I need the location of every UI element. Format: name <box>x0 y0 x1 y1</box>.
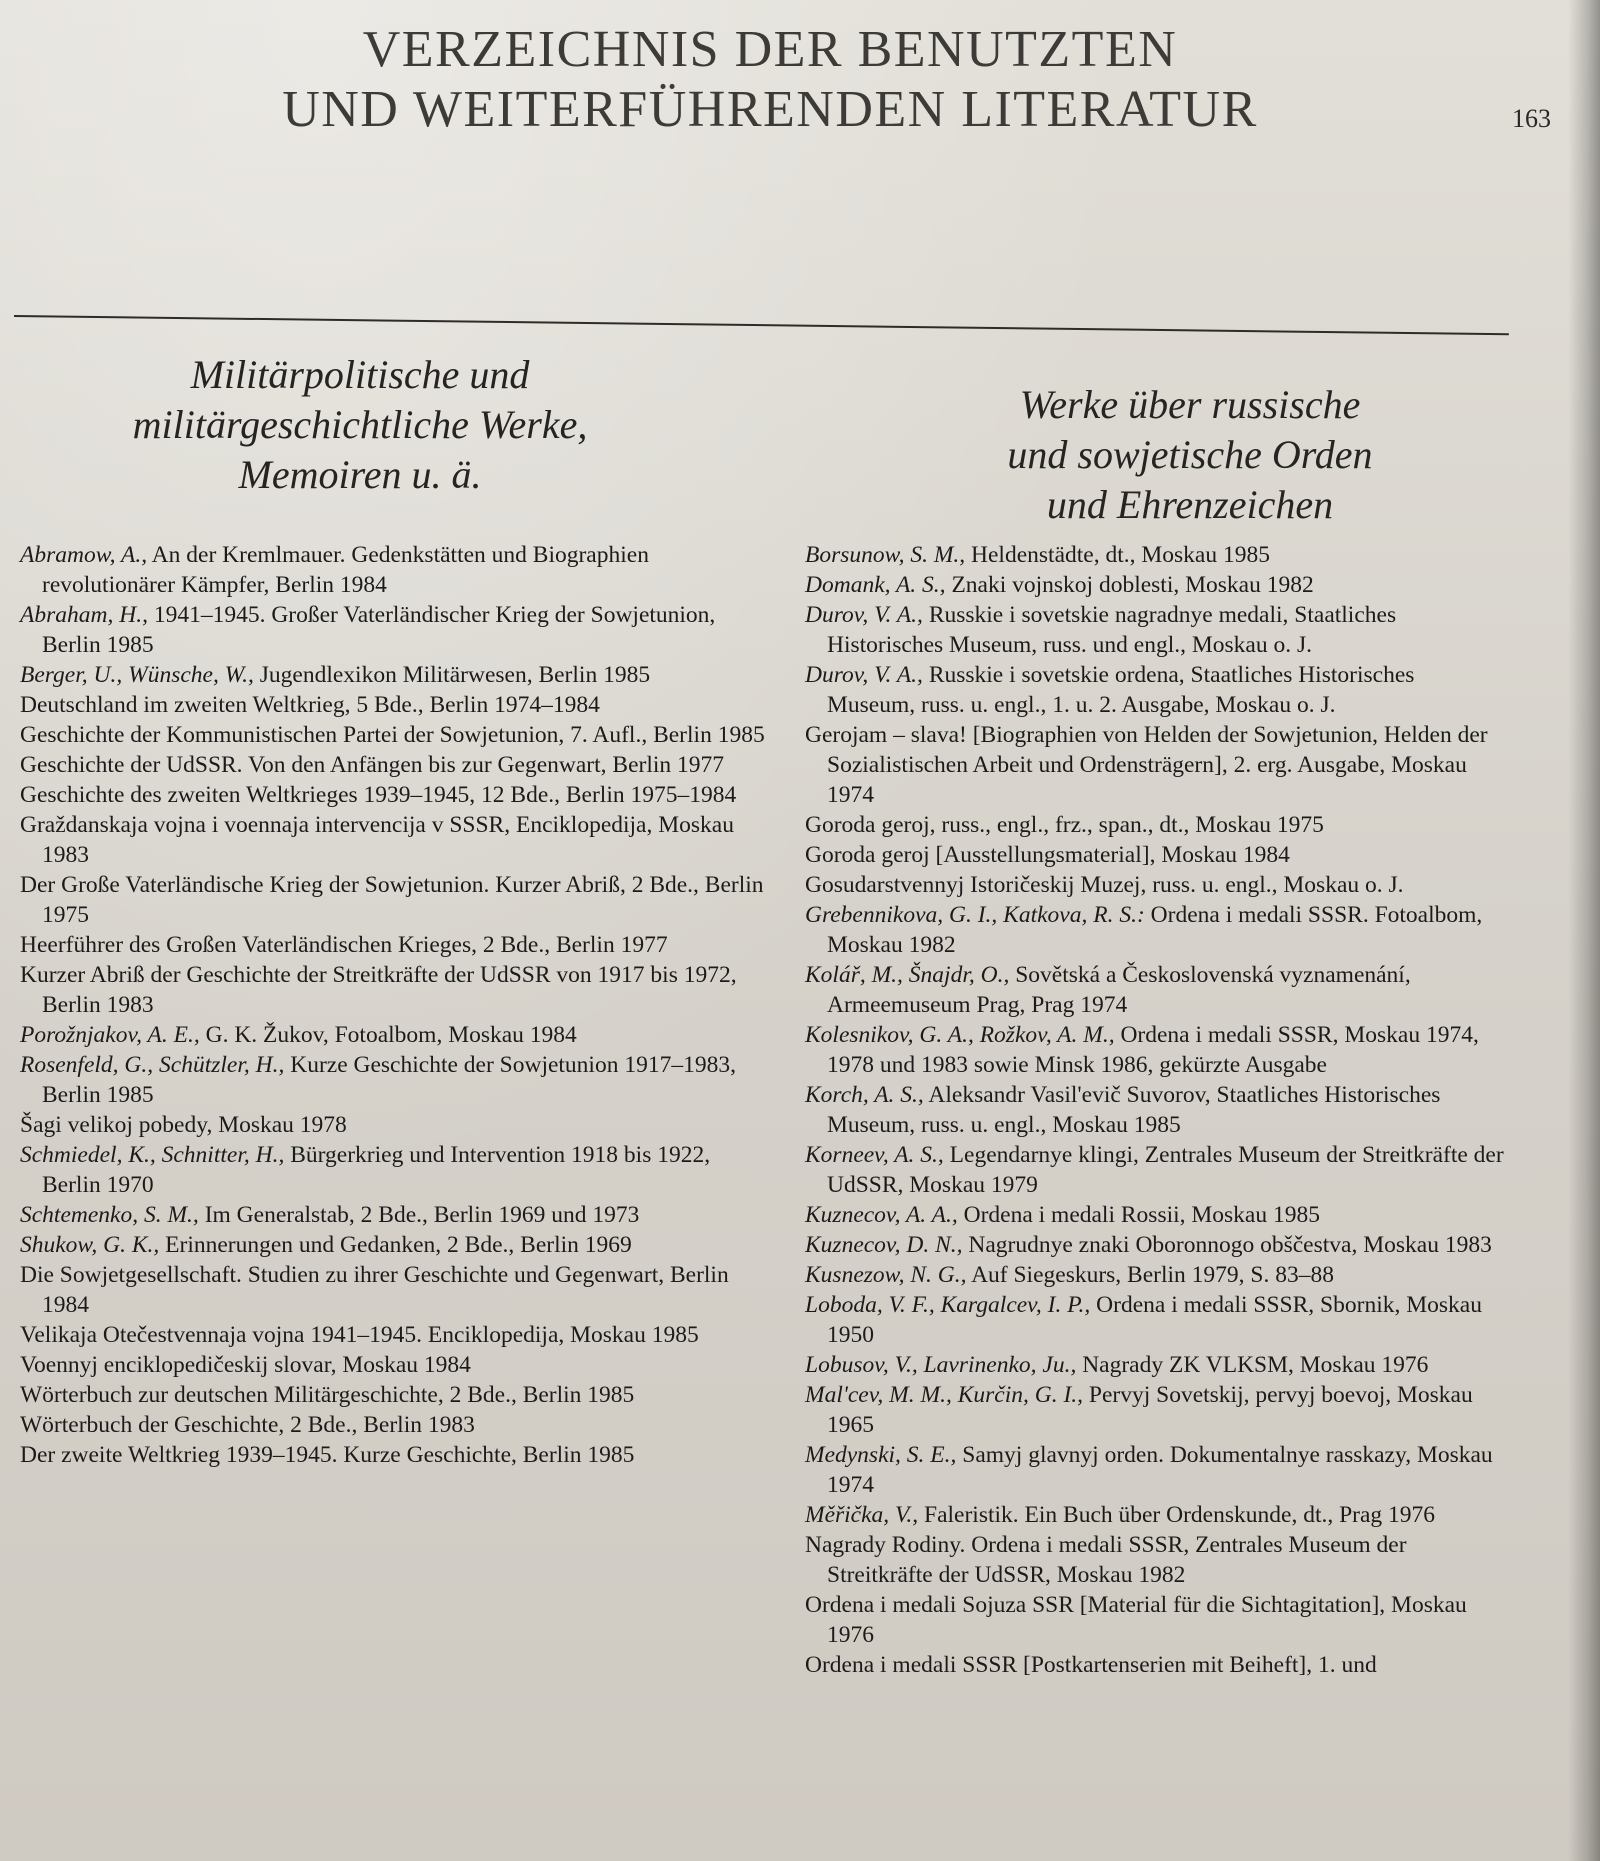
left-heading-line: Militärpolitische und <box>190 352 530 397</box>
entry-author: Kuznecov, D. N., <box>805 1232 963 1258</box>
entry-text: Wörterbuch zur deutschen Militärgeschichte, 2 Bde., Berlin 1985 <box>20 1382 635 1408</box>
entry-author: Schmiedel, K., Schnitter, H., <box>20 1142 285 1168</box>
entry-author: Durov, V. A., <box>805 602 923 628</box>
entry-text: An der Kremlmauer. Gedenkstätten und Biographien revolutionärer Kämpfer, Berlin 1984 <box>42 542 649 598</box>
entry-author: Durov, V. A., <box>805 662 923 688</box>
bibliography-entry <box>20 780 765 810</box>
entry-text: Geschichte der Kommunistischen Partei der Sowjetunion, 7. Aufl., Berlin 1985 <box>20 722 765 748</box>
entry-author: Kuznecov, A. A., <box>805 1202 958 1228</box>
right-heading-line: und Ehrenzeichen <box>1046 482 1334 527</box>
entry-text: Samyj glavnyj orden. Dokumentalnye rasskazy, Moskau 1974 <box>827 1442 1493 1498</box>
bibliography-entry <box>20 750 765 780</box>
entry-author: Měřička, V., <box>805 1502 919 1528</box>
bibliography-entry <box>805 1080 1505 1140</box>
bibliography-entry <box>20 1200 765 1230</box>
entry-text: Ordena i medali Rossii, Moskau 1985 <box>957 1202 1320 1228</box>
entry-text: G. K. Žukov, Fotoalbom, Moskau 1984 <box>199 1022 577 1048</box>
bibliography-entry <box>805 570 1505 600</box>
entry-text: Ordena i medali Sojuza SSR [Material für die Sichtagitation], Moskau 1976 <box>805 1592 1467 1648</box>
right-column-heading <box>920 380 1460 530</box>
bibliography-entry <box>20 1020 765 1050</box>
entry-author: Domank, A. S., <box>805 572 946 598</box>
bibliography-entry <box>20 1050 765 1110</box>
entry-text: Velikaja Otečestvennaja vojna 1941–1945. Enciklopedija, Moskau 1985 <box>20 1322 699 1348</box>
bibliography-entry <box>805 720 1505 810</box>
entry-text: Geschichte des zweiten Weltkrieges 1939–1945, 12 Bde., Berlin 1975–1984 <box>20 782 737 808</box>
entry-text: Goroda geroj, russ., engl., frz., span., dt., Moskau 1975 <box>805 812 1324 838</box>
entry-text: Voennyj enciklopedičeskij slovar, Moskau 1984 <box>20 1352 471 1378</box>
entry-author: Kolář, M., Šnajdr, O., <box>805 962 1010 988</box>
entry-text: Graždanskaja vojna i voennaja intervencija v SSSR, Enciklopedija, Moskau 1983 <box>20 812 734 868</box>
bibliography-entry <box>805 1590 1505 1650</box>
horizontal-rule <box>14 315 1509 335</box>
bibliography-entry <box>805 840 1505 870</box>
left-heading-line: militärgeschichtliche Werke, <box>132 402 588 447</box>
entry-text: Im Generalstab, 2 Bde., Berlin 1969 und 1973 <box>198 1202 640 1228</box>
bibliography-entry <box>805 1230 1505 1260</box>
entry-author: Berger, U., Wünsche, W., <box>20 662 254 688</box>
page-title-line-2: UND WEITERFÜHRENDEN LITERATUR <box>282 81 1258 138</box>
entry-text: Wörterbuch der Geschichte, 2 Bde., Berlin 1983 <box>20 1412 475 1438</box>
entry-text: Aleksandr Vasil'evič Suvorov, Staatliches Historisches Museum, russ. u. engl., Moskau 1985 <box>827 1082 1441 1138</box>
left-bibliography-list <box>20 540 765 1470</box>
bibliography-entry <box>805 1380 1505 1440</box>
bibliography-entry <box>805 1140 1505 1200</box>
entry-text: Die Sowjetgesellschaft. Studien zu ihrer Geschichte und Gegenwart, Berlin 1984 <box>20 1262 729 1318</box>
bibliography-entry <box>20 1110 765 1140</box>
bibliography-entry <box>20 1230 765 1260</box>
bibliography-entry <box>20 690 765 720</box>
bibliography-entry <box>20 960 765 1020</box>
bibliography-entry <box>20 930 765 960</box>
bibliography-entry <box>805 1290 1505 1350</box>
entry-text: Sovětská a Československá vyznamenání, Armeemuseum Prag, Prag 1974 <box>827 962 1411 1018</box>
bibliography-entry <box>805 870 1505 900</box>
right-heading-line: und sowjetische Orden <box>1007 432 1373 477</box>
bibliography-entry <box>805 540 1505 570</box>
entry-text: 1941–1945. Großer Vaterländischer Krieg der Sowjetunion, Berlin 1985 <box>42 602 716 658</box>
bibliography-entry <box>805 960 1505 1020</box>
entry-author: Korneev, A. S., <box>805 1142 944 1168</box>
bibliography-entry <box>20 540 765 600</box>
entry-text: Erinnerungen und Gedanken, 2 Bde., Berlin 1969 <box>159 1232 632 1258</box>
bibliography-entry <box>20 660 765 690</box>
entry-author: Porožnjakov, A. E., <box>20 1022 200 1048</box>
entry-author: Rosenfeld, G., Schützler, H., <box>20 1052 285 1078</box>
bibliography-entry <box>20 1140 765 1200</box>
bibliography-entry <box>805 1260 1505 1290</box>
entry-text: Faleristik. Ein Buch über Ordenskunde, dt., Prag 1976 <box>918 1502 1436 1528</box>
entry-author: Shukow, G. K., <box>20 1232 160 1258</box>
bibliography-entry <box>20 1380 765 1410</box>
bibliography-entry <box>805 1650 1505 1680</box>
entry-text: Legendarnye klingi, Zentrales Museum der Streitkräfte der UdSSR, Moskau 1979 <box>827 1142 1504 1198</box>
bibliography-entry <box>20 1440 765 1470</box>
entry-text: Nagrudnye znaki Oboronnogo obščestva, Moskau 1983 <box>962 1232 1492 1258</box>
bibliography-entry <box>805 1350 1505 1380</box>
page-title-line-1: VERZEICHNIS DER BENUTZTEN <box>362 21 1178 78</box>
right-heading-line: Werke über russische <box>1019 382 1361 427</box>
entry-text: Bürgerkrieg und Intervention 1918 bis 1922, Berlin 1970 <box>42 1142 711 1198</box>
entry-text: Russkie i sovetskie ordena, Staatliches Historisches Museum, russ. u. engl., 1. u. 2. Ausgabe, Moskau o. J. <box>827 662 1415 718</box>
entry-author: Mal'cev, M. M., Kurčin, G. I., <box>805 1382 1084 1408</box>
entry-text: Deutschland im zweiten Weltkrieg, 5 Bde., Berlin 1974–1984 <box>20 692 600 718</box>
entry-text: Nagrady Rodiny. Ordena i medali SSSR, Zentrales Museum der Streitkräfte der UdSSR, Moskau 1982 <box>805 1532 1407 1588</box>
bibliography-entry <box>805 1440 1505 1500</box>
entry-text: Ordena i medali SSSR [Postkartenserien mit Beiheft], 1. und <box>805 1652 1377 1678</box>
entry-text: Russkie i sovetskie nagradnye medali, Staatliches Historisches Museum, russ. und engl., Moskau o. J. <box>827 602 1397 658</box>
entry-text: Ordena i medali SSSR. Fotoalbom, Moskau 1982 <box>827 902 1483 958</box>
page-edge-shadow <box>1568 0 1600 1861</box>
bibliography-entry <box>805 600 1505 660</box>
entry-text: Gosudarstvennyj Istoričeskij Muzej, russ. u. engl., Moskau o. J. <box>805 872 1404 898</box>
bibliography-entry <box>20 1350 765 1380</box>
entry-author: Borsunow, S. M., <box>805 542 966 568</box>
bibliography-entry <box>805 1500 1505 1530</box>
right-bibliography-list <box>805 540 1505 1680</box>
left-heading-line: Memoiren u. ä. <box>238 452 482 497</box>
entry-author: Lobusov, V., Lavrinenko, Ju., <box>805 1352 1077 1378</box>
entry-text: Znaki vojnskoj doblesti, Moskau 1982 <box>945 572 1314 598</box>
entry-text: Geschichte der UdSSR. Von den Anfängen bis zur Gegenwart, Berlin 1977 <box>20 752 725 778</box>
bibliography-entry <box>20 720 765 750</box>
entry-text: Heldenstädte, dt., Moskau 1985 <box>965 542 1270 568</box>
entry-author: Schtemenko, S. M., <box>20 1202 199 1228</box>
page-title <box>250 20 1290 140</box>
bibliography-entry <box>805 1020 1505 1080</box>
bibliography-entry <box>20 1410 765 1440</box>
entry-text: Auf Siegeskurs, Berlin 1979, S. 83–88 <box>966 1262 1334 1288</box>
bibliography-entry <box>805 660 1505 720</box>
entry-author: Korch, A. S., <box>805 1082 924 1108</box>
entry-author: Kolesnikov, G. A., Rožkov, A. M., <box>805 1022 1115 1048</box>
entry-text: Der zweite Weltkrieg 1939–1945. Kurze Geschichte, Berlin 1985 <box>20 1442 635 1468</box>
entry-text: Ordena i medali SSSR, Moskau 1974, 1978 und 1983 sowie Minsk 1986, gekürzte Ausgabe <box>827 1022 1479 1078</box>
entry-text: Pervyj Sovetskij, pervyj boevoj, Moskau 1965 <box>827 1382 1473 1438</box>
entry-text: Šagi velikoj pobedy, Moskau 1978 <box>20 1112 347 1138</box>
left-column-heading <box>100 350 620 500</box>
entry-text: Der Große Vaterländische Krieg der Sowjetunion. Kurzer Abriß, 2 Bde., Berlin 1975 <box>20 872 764 928</box>
entry-author: Abraham, H., <box>20 602 148 628</box>
entry-text: Nagrady ZK VLKSM, Moskau 1976 <box>1076 1352 1429 1378</box>
bibliography-entry <box>805 810 1505 840</box>
bibliography-entry <box>805 900 1505 960</box>
entry-text: Heerführer des Großen Vaterländischen Krieges, 2 Bde., Berlin 1977 <box>20 932 668 958</box>
page-number: 163 <box>1512 104 1551 133</box>
entry-text: Gerojam – slava! [Biographien von Helden der Sowjetunion, Helden der Sozialistischen Arbeit und Ordensträgern], 2. erg. Ausgabe, Moskau 1974 <box>805 722 1488 808</box>
bibliography-entry <box>20 1260 765 1320</box>
entry-text: Ordena i medali SSSR, Sbornik, Moskau 1950 <box>827 1292 1482 1348</box>
bibliography-entry <box>20 600 765 660</box>
bibliography-entry <box>20 1320 765 1350</box>
entry-text: Kurzer Abriß der Geschichte der Streitkräfte der UdSSR von 1917 bis 1972, Berlin 1983 <box>20 962 737 1018</box>
entry-text: Jugendlexikon Militärwesen, Berlin 1985 <box>253 662 651 688</box>
entry-author: Kusnezow, N. G., <box>805 1262 967 1288</box>
entry-author: Loboda, V. F., Kargalcev, I. P., <box>805 1292 1091 1318</box>
bibliography-entry <box>805 1200 1505 1230</box>
bibliography-entry <box>20 870 765 930</box>
entry-text: Kurze Geschichte der Sowjetunion 1917–1983, Berlin 1985 <box>42 1052 736 1108</box>
bibliography-entry <box>805 1530 1505 1590</box>
entry-author: Medynski, S. E., <box>805 1442 957 1468</box>
entry-text: Goroda geroj [Ausstellungsmaterial], Moskau 1984 <box>805 842 1290 868</box>
bibliography-entry <box>20 810 765 870</box>
entry-author: Grebennikova, G. I., Katkova, R. S.: <box>805 902 1145 928</box>
entry-author: Abramow, A., <box>20 542 148 568</box>
